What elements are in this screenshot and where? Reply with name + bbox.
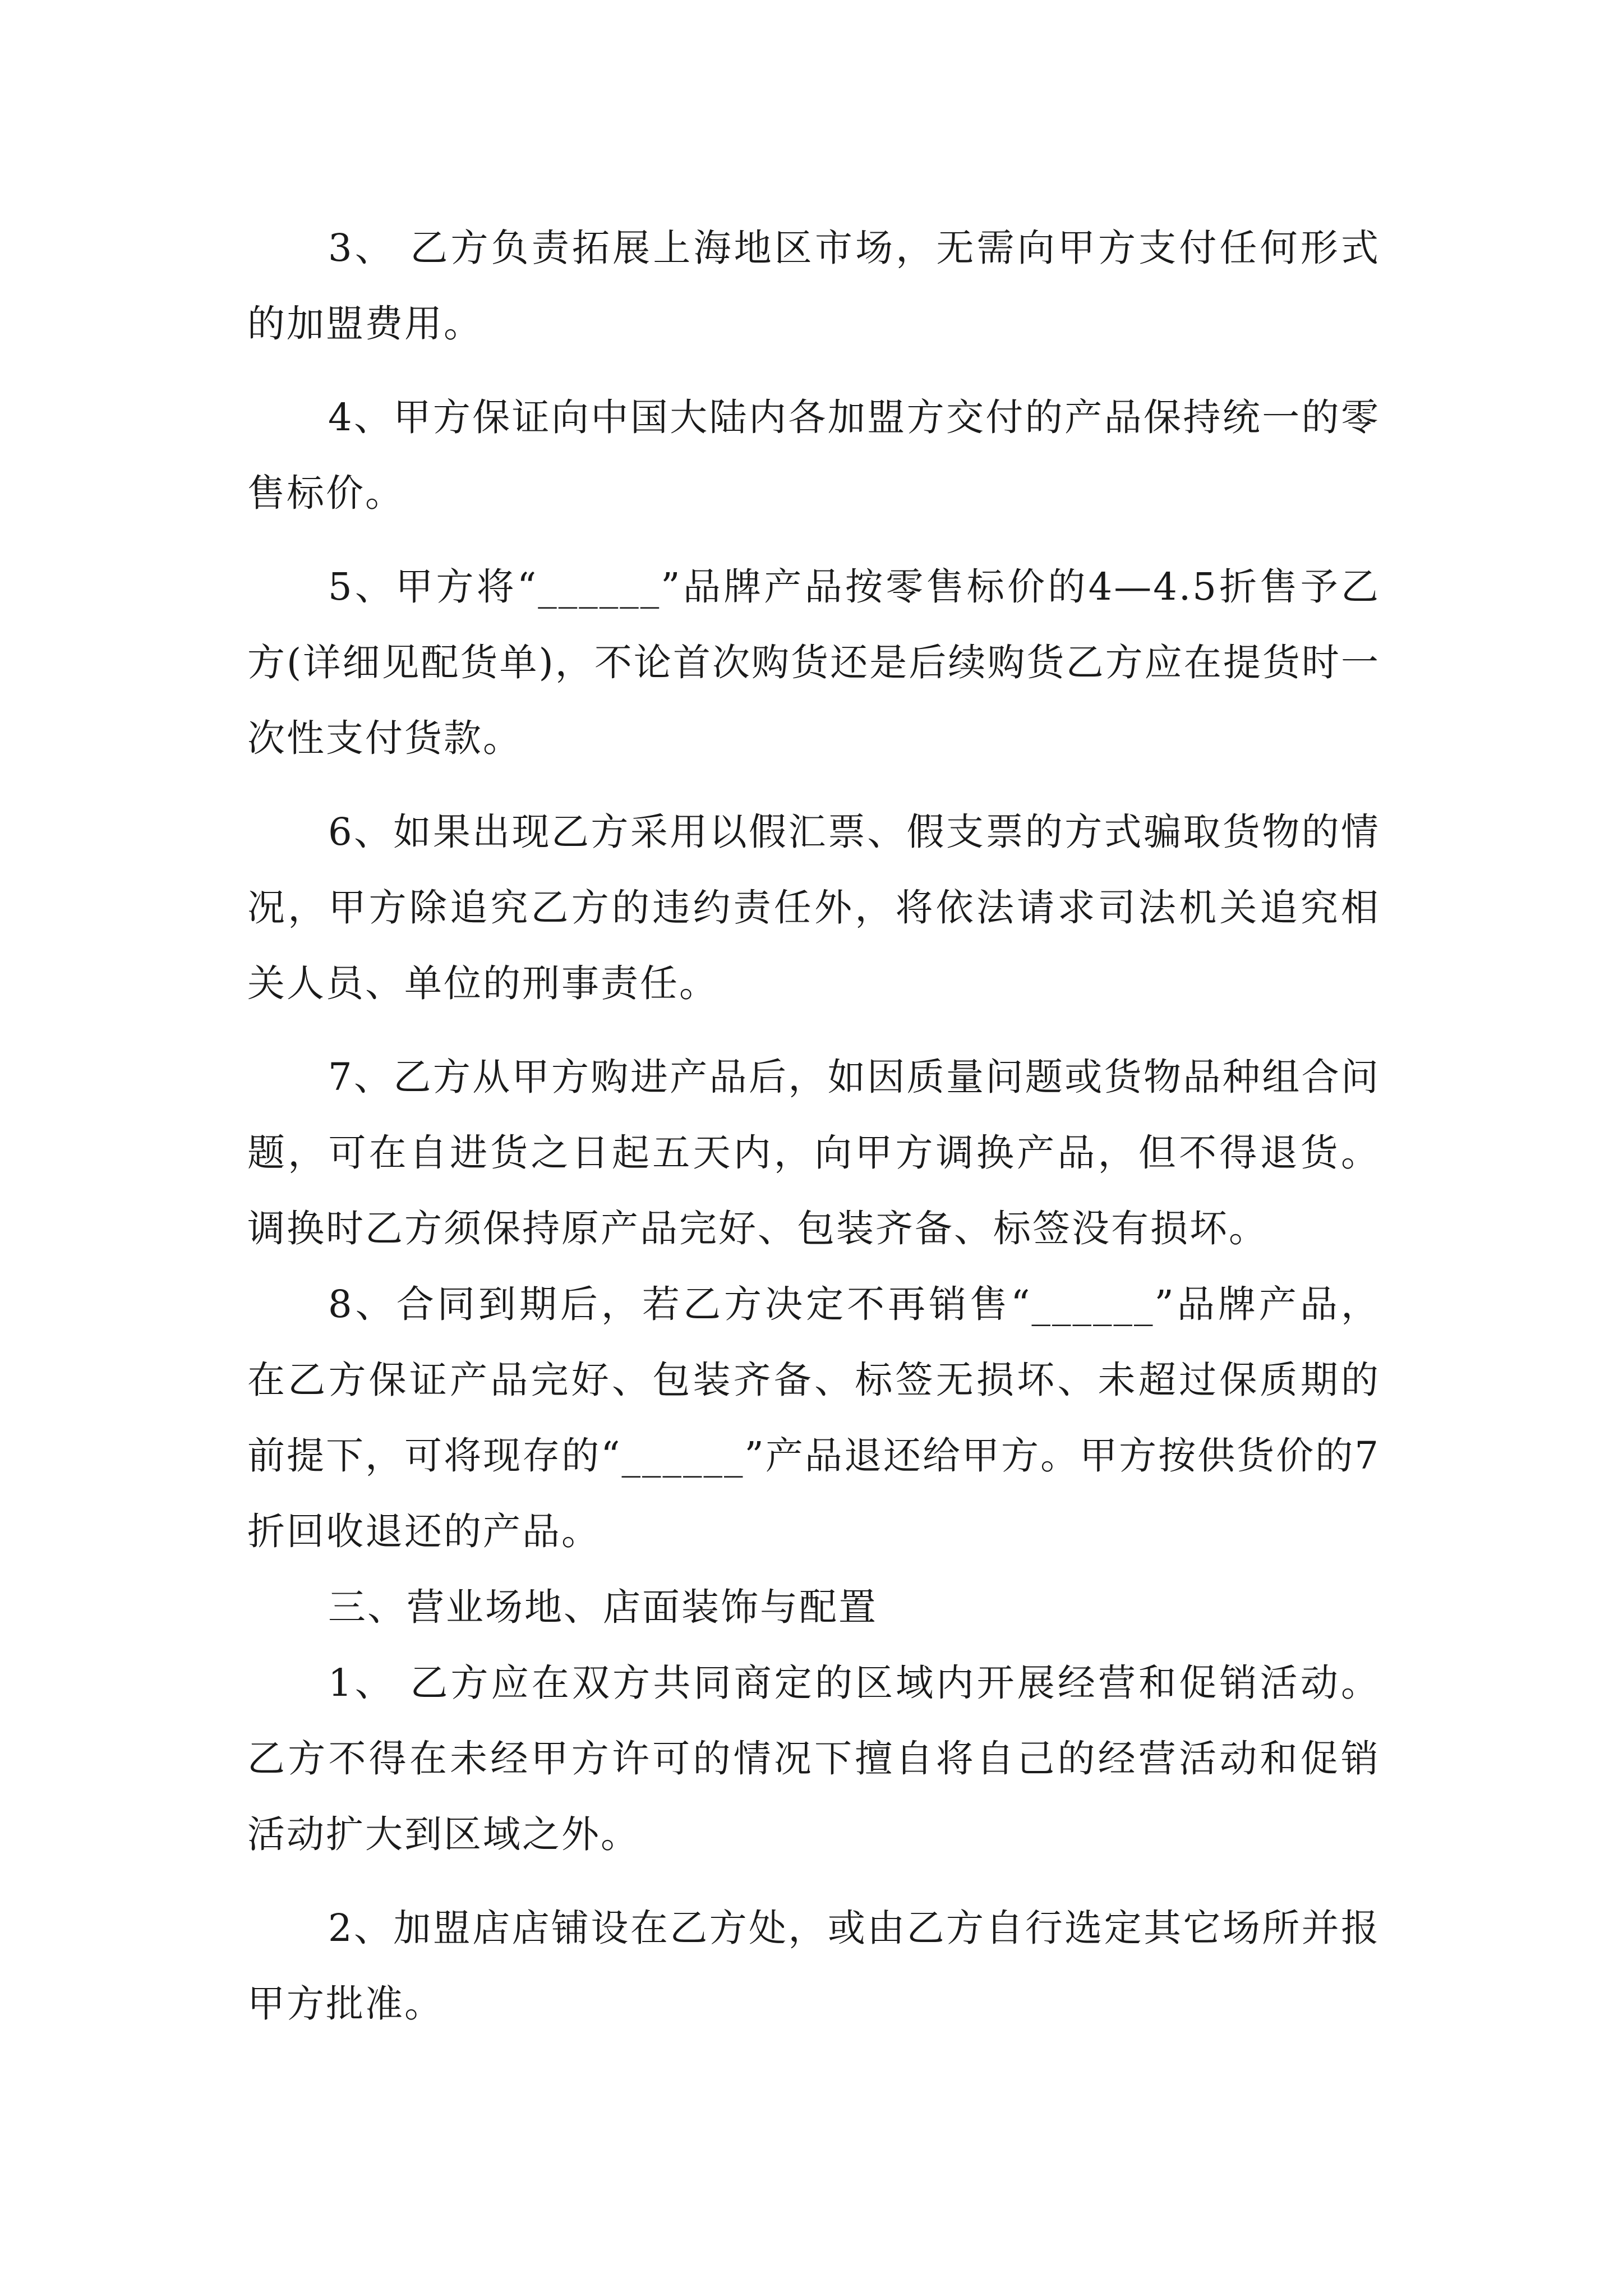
section-heading-3: 三、营业场地、店面装饰与配置 bbox=[328, 1585, 878, 1629]
clause-4: 4、甲方保证向中国大陆内各加盟方交付的产品保持统一的零售标价。 bbox=[247, 395, 1380, 515]
clause-7: 7、乙方从甲方购进产品后，如因质量问题或货物品种组合问题，可在自进货之日起五天内，向甲方调换产品，但不得退货。调换时乙方须保持原产品完好、包装齐备、标签没有损坏。 bbox=[247, 1055, 1380, 1250]
clause-6: 6、如果出现乙方采用以假汇票、假支票的方式骗取货物的情况，甲方除追究乙方的违约责任外，将依法请求司法机关追究相关人员、单位的刑事责任。 bbox=[247, 810, 1380, 1005]
document-body bbox=[247, 210, 1380, 2042]
section-3-clause-1: 1、 乙方应在双方共同商定的区域内开展经营和促销活动。乙方不得在未经甲方许可的情况下擅自将自己的经营活动和促销活动扩大到区域之外。 bbox=[247, 1661, 1380, 1856]
section-3-clause-2: 2、加盟店店铺设在乙方处，或由乙方自行选定其它场所并报甲方批准。 bbox=[247, 1906, 1380, 2026]
clause-5: 5、甲方将“______”品牌产品按零售标价的4—4.5折售予乙方(详细见配货单)，不论首次购货还是后续购货乙方应在提货时一次性支付货款。 bbox=[247, 565, 1380, 760]
clause-8: 8、合同到期后，若乙方决定不再销售“______”品牌产品，在乙方保证产品完好、包装齐备、标签无损坏、未超过保质期的前提下，可将现存的“______”产品退还给甲方。甲方按供货价的7折回收退还的产品。 bbox=[247, 1282, 1380, 1553]
clause-3: 3、 乙方负责拓展上海地区市场，无需向甲方支付任何形式的加盟费用。 bbox=[247, 226, 1380, 346]
